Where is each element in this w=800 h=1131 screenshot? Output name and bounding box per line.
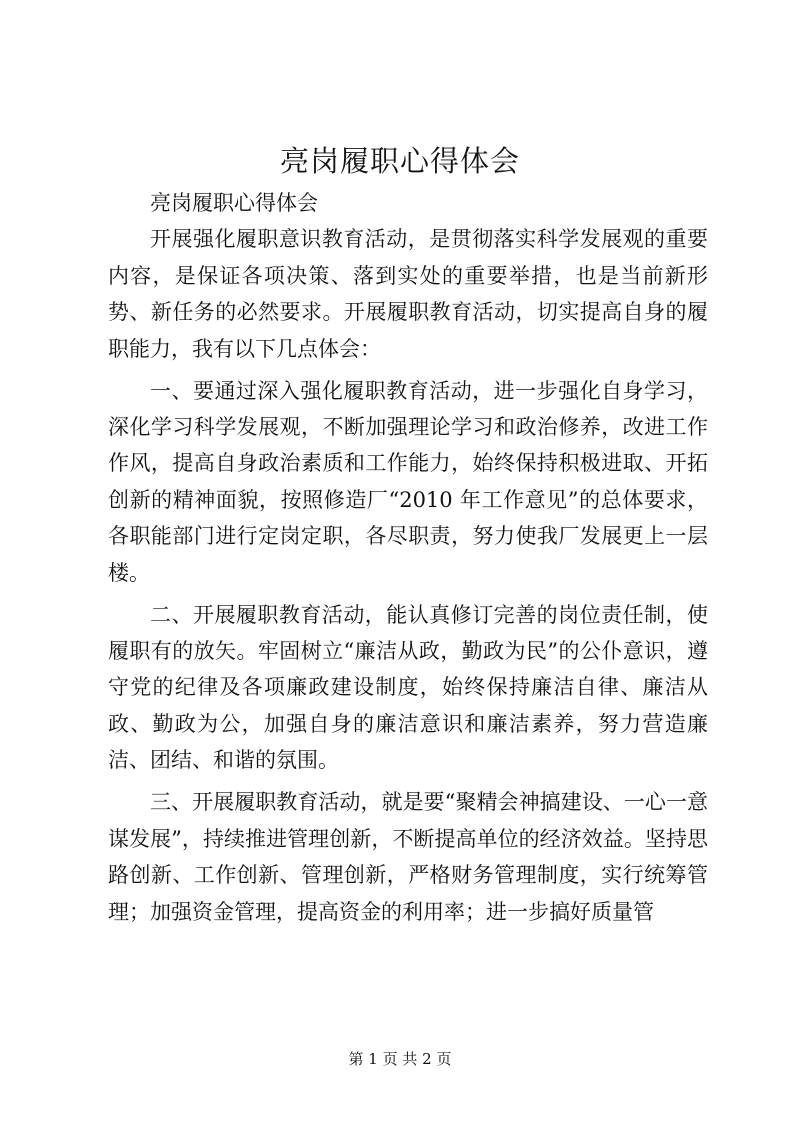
paragraph-point-two: 二、开展履职教育活动，能认真修订完善的岗位责任制，使履职有的放矢。牢固树立“廉洁从政，勤政为民”的公仆意识，遵守党的纪律及各项廉政建设制度，始终保持廉洁自律、廉洁从政、勤政为公，加强自身的廉洁意识和廉洁素养，努力营造廉洁、团结、和谐的氛围。 bbox=[108, 602, 708, 773]
page-number-footer: 第 1 页 共 2 页 bbox=[348, 1050, 452, 1068]
paragraph-point-one: 一、要通过深入强化履职教育活动，进一步强化自身学习，深化学习科学发展观，不断加强理论学习和政治修养，改进工作作风，提高自身政治素质和工作能力，始终保持积极进取、开拓创新的精神面貌，按照修造厂“2010 年工作意见”的总体要求，各职能部门进行定岗定职，各尽职责，努力使我厂发展更上一层楼。 bbox=[108, 378, 708, 585]
document-body bbox=[108, 185, 708, 936]
document-subtitle: 亮岗履职心得体会 bbox=[150, 191, 318, 215]
document-title: 亮岗履职心得体会 bbox=[279, 144, 520, 178]
paragraph-point-three: 三、开展履职教育活动，就是要“聚精会神搞建设、一心一意谋发展”，持续推进管理创新，不断提高单位的经济效益。坚持思路创新、工作创新、管理创新，严格财务管理制度，实行统筹管理；加强资金管理，提高资金的利用率；进一步搞好质量管 bbox=[108, 790, 708, 924]
paragraph-intro: 开展强化履职意识教育活动，是贯彻落实科学发展观的重要内容，是保证各项决策、落到实处的重要举措，也是当前新形势、新任务的必然要求。开展履职教育活动，切实提高自身的履职能力，我有以下几点体会： bbox=[108, 227, 708, 361]
